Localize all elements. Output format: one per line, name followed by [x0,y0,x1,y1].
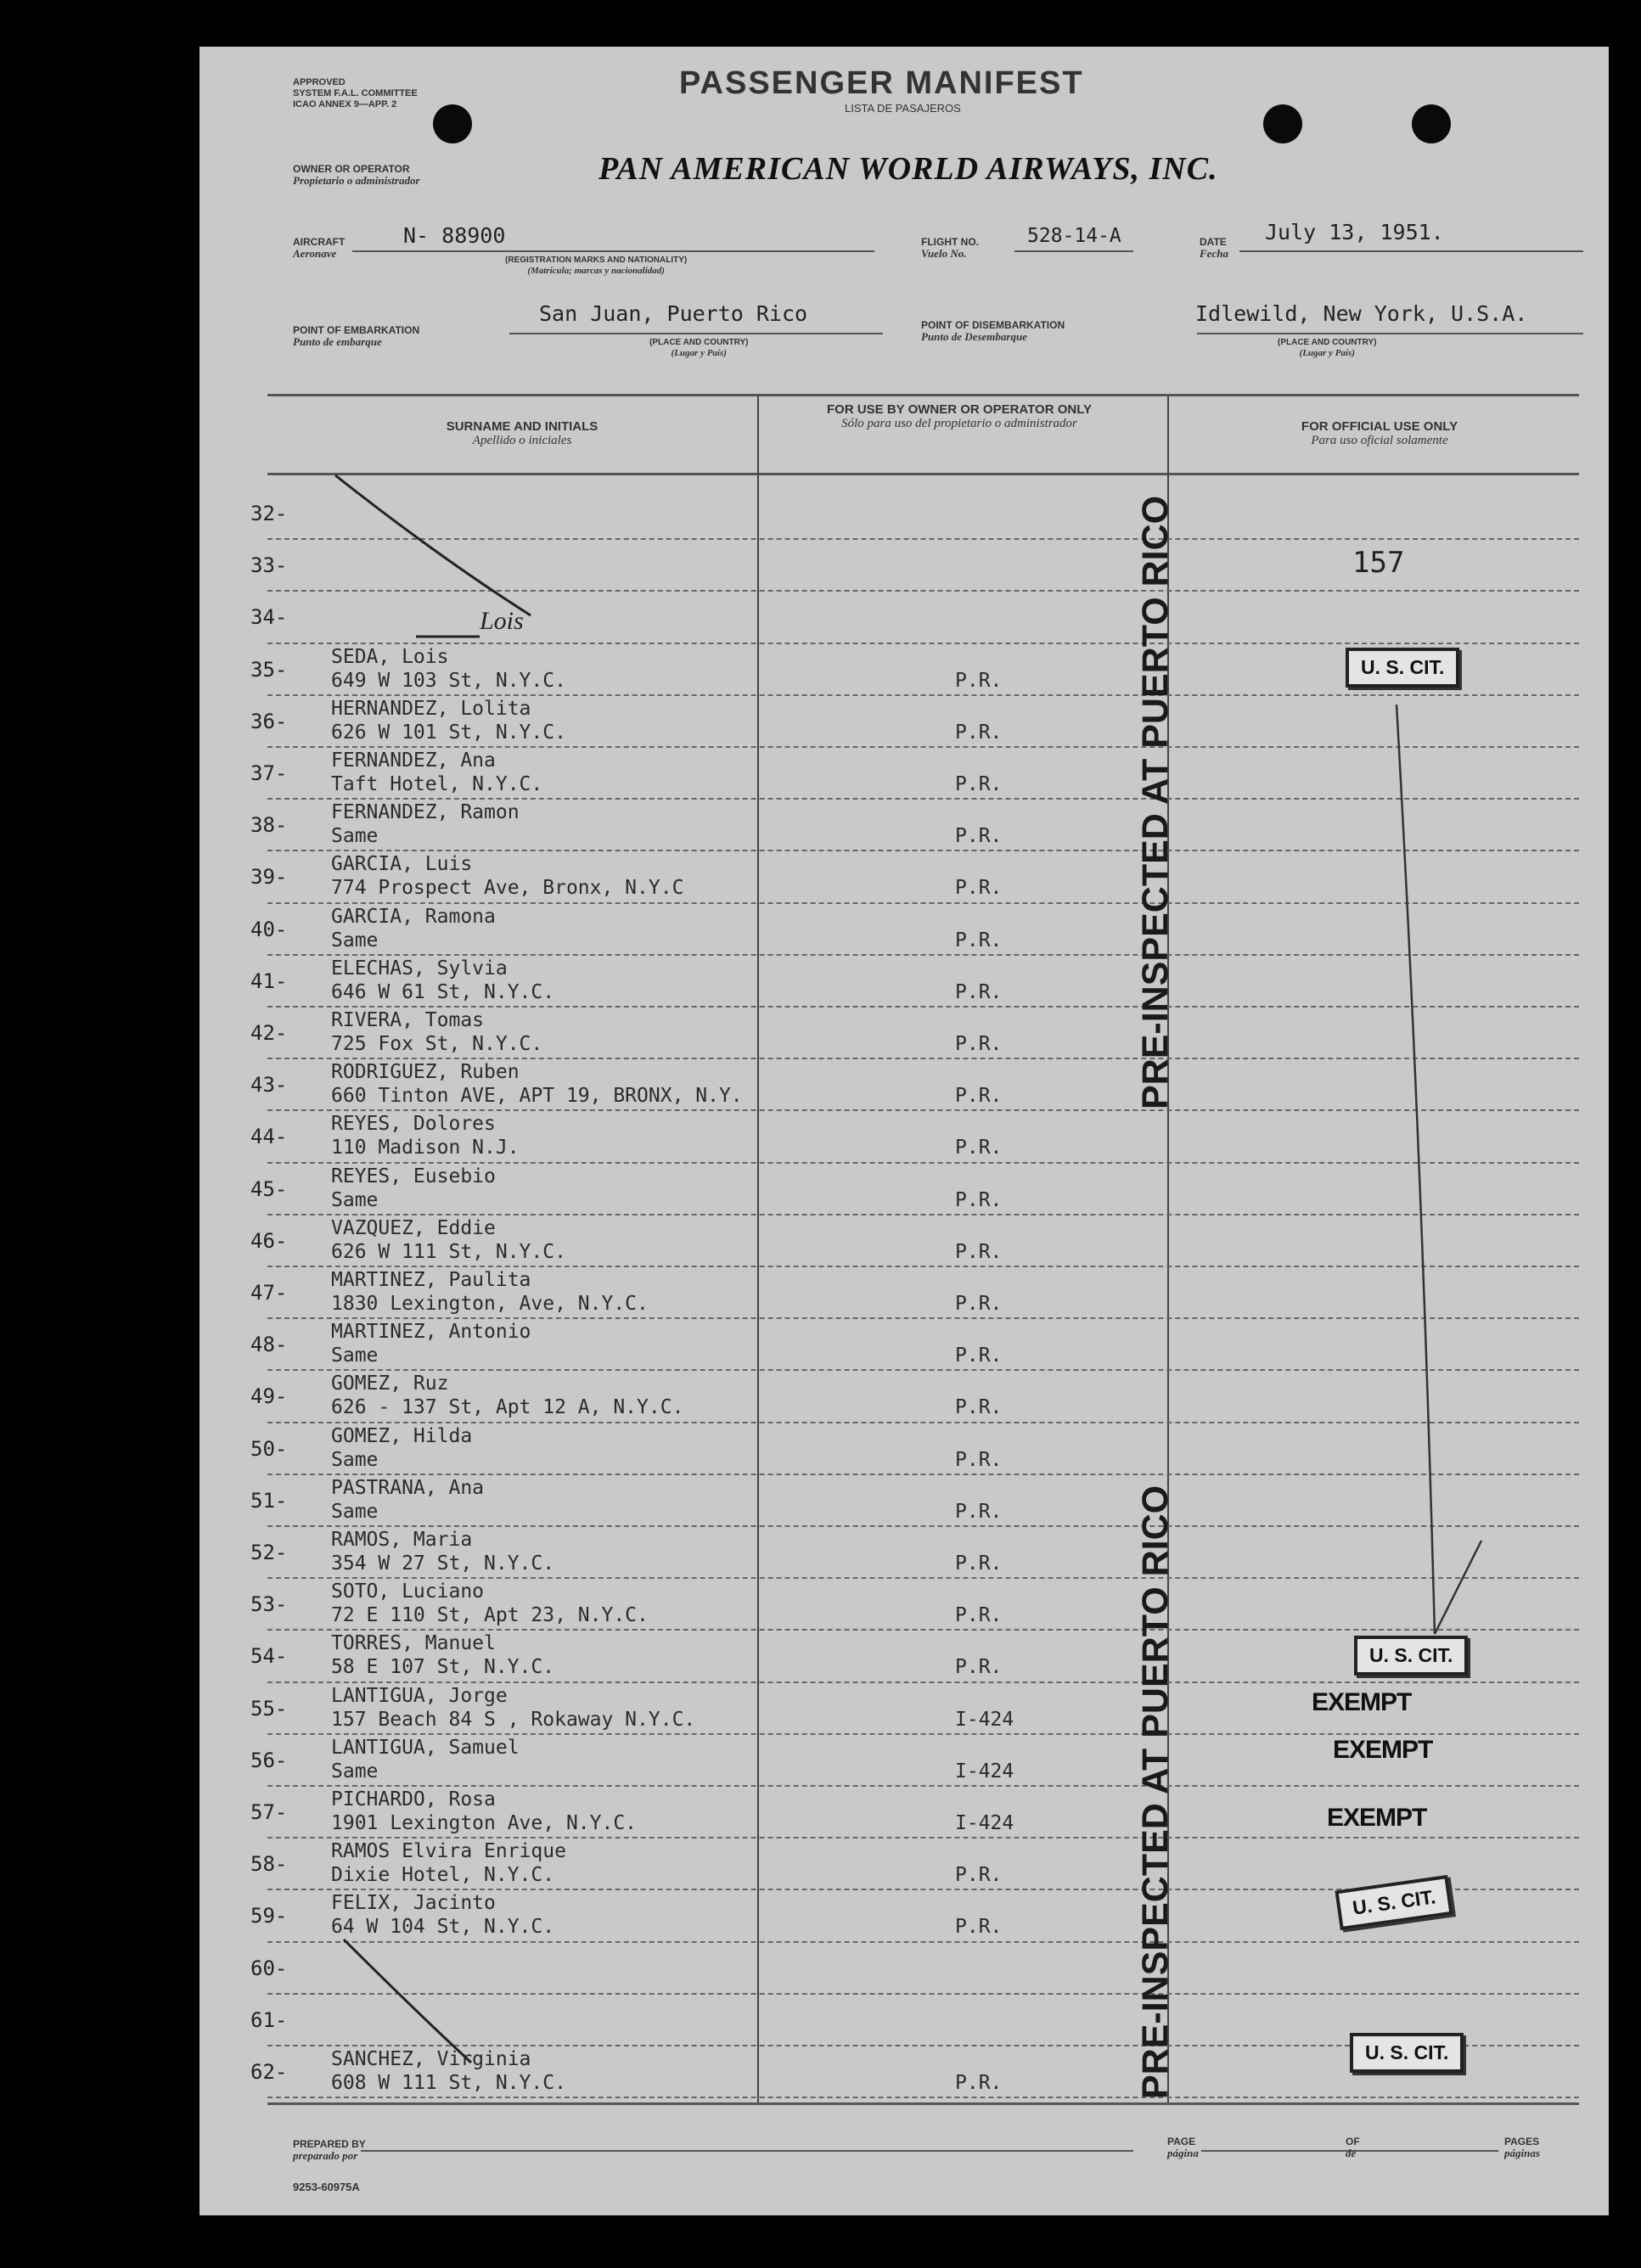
operator-mark: P.R. [955,1085,1003,1108]
passenger-name: SEDA, Lois [331,645,449,668]
date-value: July 13, 1951. [1265,220,1444,244]
passenger-address: 1830 Lexington, Ave, N.Y.C. [331,1293,649,1315]
row-number: 39- [250,865,288,890]
strike-line [335,475,531,615]
registration-note-es: (Matrícula; marcas y nacionalidad) [527,266,665,276]
passenger-name: FERNANDEZ, Ramon [331,801,520,824]
passenger-address: 72 E 110 St, Apt 23, N.Y.C. [331,1604,649,1627]
passenger-name: GOMEZ, Ruz [331,1373,449,1395]
disembark-value: Idlewild, New York, U.S.A. [1195,301,1528,326]
date-label-es: Fecha [1200,247,1228,260]
passenger-name: RODRIGUEZ, Ruben [331,1061,520,1084]
flight-value: 528-14-A [1027,225,1121,247]
us-cit-stamp: U. S. CIT. [1350,2033,1464,2073]
prepared-by-label [293,2139,366,2161]
passenger-address: 660 Tinton AVE, APT 19, BRONX, N.Y. [331,1085,743,1108]
flight-label-es: Vuelo No. [921,247,967,260]
row-number: 41- [250,968,288,993]
row-number: 49- [250,1384,288,1409]
owner-label-es: Propietario o administrador [293,174,420,187]
place-note-en: (PLACE AND COUNTRY) [1278,338,1377,347]
disembark-label-es: Punto de Desembarque [921,330,1027,343]
operator-mark: P.R. [955,1137,1003,1159]
operator-mark: I-424 [955,1812,1014,1834]
passenger-address: 1901 Lexington Ave, N.Y.C. [331,1812,638,1834]
operator-mark: P.R. [955,1500,1003,1523]
row-number: 53- [250,1592,288,1617]
exempt-stamp: EXEMPT [1312,1688,1412,1716]
passenger-address: Taft Hotel, N.Y.C. [331,773,543,795]
operator-mark: P.R. [955,669,1003,692]
page-title: PASSENGER MANIFEST [679,65,1084,101]
operator-mark: P.R. [955,1864,1003,1887]
strike-line [344,1940,471,2063]
operator-mark: P.R. [955,721,1003,744]
form-code: 9253-60975A [293,2181,360,2193]
row-number: 40- [250,917,288,941]
aircraft-label-es: Aeronave [293,247,337,260]
passenger-address: 626 - 137 St, Apt 12 A, N.Y.C. [331,1396,684,1419]
operator-mark: P.R. [955,773,1003,795]
operator-mark: P.R. [955,1552,1003,1575]
passenger-address: 626 W 101 St, N.Y.C. [331,721,566,744]
embark-label-es: Punto de embarque [293,335,382,348]
prepared-by-underline [361,2150,1133,2152]
operator-mark: P.R. [955,1656,1003,1679]
passenger-name: HERNANDEZ, Lolita [331,697,531,720]
passenger-name: MARTINEZ, Antonio [331,1321,531,1344]
row-number: 57- [250,1800,288,1824]
passenger-name: ELECHAS, Sylvia [331,957,508,980]
passenger-address: Same [331,1188,379,1211]
passenger-address: Same [331,1760,379,1782]
of-label-es: de [1346,2147,1357,2159]
row-number: 62- [250,2060,288,2084]
prepared-by-es: preparado por [293,2149,358,2162]
passenger-name: MARTINEZ, Paulita [331,1269,531,1291]
prepared-by-en: PREPARED BY [293,2138,366,2150]
passenger-address: 354 W 27 St, N.Y.C. [331,1552,555,1575]
operator-mark: P.R. [955,929,1003,952]
row-number: 50- [250,1436,288,1461]
row-number: 52- [250,1541,288,1564]
passenger-address: Dixie Hotel, N.Y.C. [331,1864,555,1887]
pages-label [1504,2136,1540,2159]
exempt-stamp: EXEMPT [1327,1804,1427,1832]
passenger-name: REYES, Dolores [331,1113,496,1136]
exempt-stamp: EXEMPT [1333,1736,1433,1764]
column-header-official-es: Para uso oficial solamente [1311,434,1448,447]
approval-line: SYSTEM F.A.L. COMMITTEE [293,88,418,98]
operator-mark: P.R. [955,877,1003,900]
of-label [1346,2136,1360,2159]
operator-mark: P.R. [955,1240,1003,1263]
page-label [1167,2136,1199,2159]
row-number: 37- [250,761,288,785]
operator-mark: P.R. [955,1188,1003,1211]
approval-line: APPROVED [293,77,346,87]
column-header-official-en: FOR OFFICIAL USE ONLY [1301,419,1458,434]
owner-label-en: OWNER OR OPERATOR [293,163,410,175]
passenger-name: RAMOS Elvira Enrique [331,1840,566,1863]
row-number: 61- [250,2007,288,2032]
approval-line: ICAO ANNEX 9—APP. 2 [293,99,397,109]
passenger-address: 608 W 111 St, N.Y.C. [331,2072,566,2094]
manifest-sheet [200,47,1609,2215]
passenger-address: 64 W 104 St, N.Y.C. [331,1916,555,1939]
operator-mark: P.R. [955,1293,1003,1315]
column-header-owner-es: Sólo para uso del propietario o administrador [841,417,1077,430]
row-number: 44- [250,1125,288,1149]
embark-label-en: POINT OF EMBARKATION [293,324,420,336]
passenger-name: GARCIA, Ramona [331,905,496,928]
preinspected-stamp: PRE-INSPECTED AT PUERTO RICO [1135,495,1176,1109]
passenger-address: 649 W 103 St, N.Y.C. [331,669,566,692]
row-number: 51- [250,1488,288,1513]
row-number: 46- [250,1228,288,1253]
row-number: 60- [250,1956,288,1980]
operator-mark: P.R. [955,980,1003,1003]
passenger-address: Same [331,825,379,848]
passenger-name: RIVERA, Tomas [331,1009,485,1031]
row-number: 48- [250,1333,288,1357]
passenger-address: Same [331,929,379,952]
passenger-name: SANCHEZ, Virginia [331,2048,531,2070]
of-underline [1371,2150,1498,2152]
row-number: 55- [250,1696,288,1721]
operator-mark: I-424 [955,1760,1014,1782]
passenger-name: FERNANDEZ, Ana [331,749,496,772]
official-count: 157 [1352,546,1405,580]
pages-label-es: páginas [1504,2147,1540,2159]
us-cit-stamp: U. S. CIT. [1354,1636,1468,1676]
row-number: 35- [250,657,288,682]
aircraft-label-en: AIRCRAFT [293,236,346,248]
row-number: 32- [250,502,288,525]
passenger-name: SOTO, Luciano [331,1580,485,1603]
row-number: 34- [250,605,288,630]
column-header-surname-en: SURNAME AND INITIALS [446,419,599,434]
row-number: 56- [250,1748,288,1772]
row-number: 42- [250,1021,288,1045]
operator-mark: P.R. [955,1345,1003,1367]
passenger-address: Same [331,1448,379,1471]
embark-value: San Juan, Puerto Rico [539,301,808,326]
passenger-address: 110 Madison N.J. [331,1137,520,1159]
passenger-name: PICHARDO, Rosa [331,1788,496,1810]
passenger-address: Same [331,1345,379,1367]
row-number: 43- [250,1073,288,1098]
aircraft-value: N- 88900 [403,223,506,248]
row-number: 47- [250,1281,288,1305]
preinspected-stamp: PRE-INSPECTED AT PUERTO RICO [1135,1485,1176,2099]
passenger-address: 58 E 107 St, N.Y.C. [331,1656,555,1679]
page-label-es: página [1167,2147,1199,2159]
operator-mark: I-424 [955,1708,1014,1731]
row-number: 59- [250,1904,288,1928]
passenger-address: 157 Beach 84 S , Rokaway N.Y.C. [331,1708,696,1731]
row-number: 45- [250,1176,288,1201]
row-number: 33- [250,553,288,578]
operator-mark: P.R. [955,1604,1003,1627]
passenger-name: REYES, Eusebio [331,1165,496,1187]
passenger-name: GARCIA, Luis [331,853,473,876]
passenger-name: TORRES, Manuel [331,1632,496,1655]
passenger-name: VAZQUEZ, Eddie [331,1216,496,1239]
ditto-line [1397,705,1481,1634]
us-cit-stamp: U. S. CIT. [1335,1875,1453,1930]
place-note-es: (Lugar y País) [671,348,727,358]
operator-mark: P.R. [955,1448,1003,1471]
operator-mark: P.R. [955,1396,1003,1419]
passenger-name: RAMOS, Maria [331,1529,473,1551]
pages-label-en: PAGES [1504,2136,1540,2147]
date-label-en: DATE [1200,236,1227,248]
row-number: 38- [250,813,288,838]
row-number: 54- [250,1644,288,1669]
passenger-address: Same [331,1500,379,1523]
registration-note-en: (REGISTRATION MARKS AND NATIONALITY) [505,255,688,265]
flight-label-en: FLIGHT NO. [921,236,979,248]
passenger-address: 646 W 61 St, N.Y.C. [331,980,555,1003]
page-subtitle: LISTA DE PASAJEROS [845,102,961,115]
operator-mark: P.R. [955,1916,1003,1939]
handwritten-correction: Lois [480,607,524,635]
us-cit-stamp: U. S. CIT. [1346,648,1459,688]
operator-mark: P.R. [955,1033,1003,1055]
passenger-name: GOMEZ, Hilda [331,1424,473,1447]
column-header-surname-es: Apellido o iniciales [472,434,572,447]
place-note-en: (PLACE AND COUNTRY) [649,338,749,347]
operator-mark: P.R. [955,2072,1003,2094]
passenger-address: 725 Fox St, N.Y.C. [331,1033,543,1055]
passenger-address: 774 Prospect Ave, Bronx, N.Y.C [331,877,684,900]
passenger-name: PASTRANA, Ana [331,1476,485,1499]
operator-mark: P.R. [955,825,1003,848]
passenger-name: LANTIGUA, Samuel [331,1736,520,1759]
of-label-en: OF [1346,2136,1360,2147]
passenger-address: 626 W 111 St, N.Y.C. [331,1240,566,1263]
passenger-name: LANTIGUA, Jorge [331,1684,508,1707]
column-header-owner-en: FOR USE BY OWNER OR OPERATOR ONLY [827,402,1092,417]
disembark-label-en: POINT OF DISEMBARKATION [921,319,1065,331]
place-note-es: (Lugar y País) [1299,348,1355,358]
passenger-name: FELIX, Jacinto [331,1892,496,1915]
row-number: 36- [250,709,288,733]
row-number: 58- [250,1852,288,1877]
airline-name: PAN AMERICAN WORLD AIRWAYS, INC. [599,151,1218,187]
page-label-en: PAGE [1167,2136,1196,2147]
